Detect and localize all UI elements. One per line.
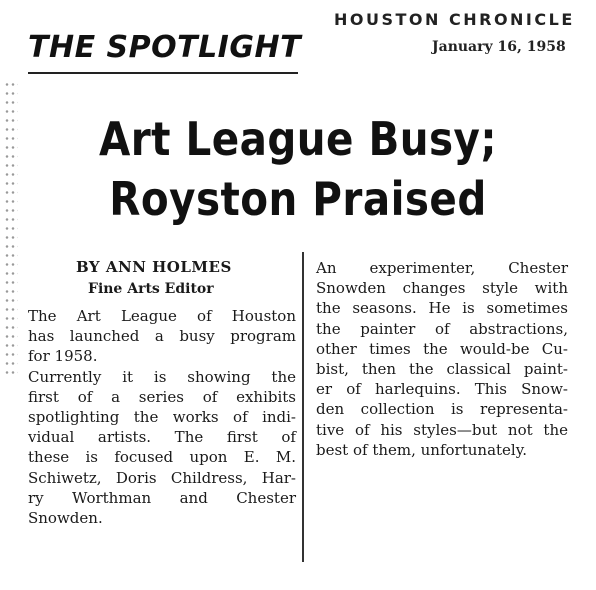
headline-line: Royston Praised xyxy=(109,171,487,226)
paragraph xyxy=(28,367,296,529)
text-line: the painter of abstractions, xyxy=(316,319,568,338)
text-line: Schiwetz, Doris Childress, Har- xyxy=(28,468,296,487)
text-line: first of a series of exhibits xyxy=(28,387,296,406)
text-line: er of harlequins. This Snow- xyxy=(316,380,568,399)
text-line: Snowden. xyxy=(28,509,103,528)
headline xyxy=(0,110,596,230)
column-divider xyxy=(302,252,304,562)
text-line: spotlighting the works of indi- xyxy=(28,408,296,427)
left-column xyxy=(28,306,296,528)
text-line: the seasons. He is sometimes xyxy=(316,299,568,318)
text-line: tive of his styles—but not the xyxy=(316,420,568,439)
text-line: bist, then the classical paint- xyxy=(316,360,568,379)
text-line: An experimenter, Chester xyxy=(316,259,568,277)
text-line: The Art League of Houston xyxy=(28,307,296,325)
text-line: den collection is representa- xyxy=(316,400,568,419)
text-line: for 1958. xyxy=(28,347,98,366)
text-line: best of them, unfortunately. xyxy=(316,440,527,459)
headline-line: Art League Busy; xyxy=(98,112,498,166)
text-line: vidual artists. The first of xyxy=(28,428,296,447)
byline-title: Fine Arts Editor xyxy=(88,281,214,297)
right-column xyxy=(316,258,568,460)
text-line: these is focused upon E. M. xyxy=(28,448,296,467)
publication-date: January 16, 1958 xyxy=(432,39,566,55)
newspaper-masthead: HOUSTON CHRONICLE xyxy=(334,10,575,29)
kicker-underline xyxy=(28,72,298,74)
text-line: ry Worthman and Chester xyxy=(28,488,296,507)
text-line: other times the would-be Cu- xyxy=(316,339,568,358)
column-kicker: THE SPOTLIGHT xyxy=(28,30,302,65)
text-line: Currently it is showing the xyxy=(28,367,296,386)
text-line: has launched a busy program xyxy=(28,327,296,346)
text-line: Snowden changes style with xyxy=(316,279,568,298)
paragraph xyxy=(28,306,296,367)
paragraph xyxy=(316,258,568,460)
byline: BY ANN HOLMES xyxy=(76,258,232,276)
